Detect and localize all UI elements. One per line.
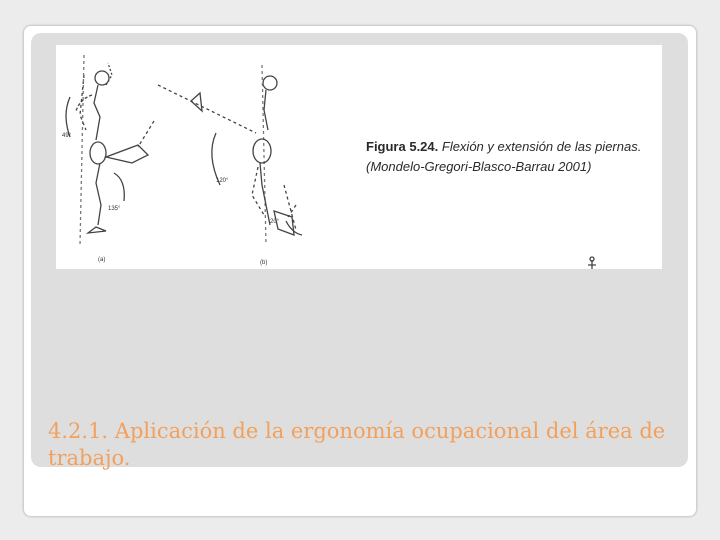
- panel-a-diagram: [66, 55, 154, 245]
- figure-caption: [366, 137, 658, 177]
- caption-text: Flexión y extensión de las piernas.: [441, 139, 642, 154]
- caption-source: (Mondelo-Gregori-Blasco-Barrau 2001): [366, 159, 592, 174]
- angle-label-b2: 20°: [270, 219, 280, 225]
- caption-label: Figura 5.24.: [366, 139, 439, 154]
- angle-label-a2: 135°: [108, 206, 121, 212]
- angle-label-b1: 120°: [216, 178, 229, 184]
- leg-flexion-figure: [56, 45, 662, 269]
- panel-a-label: (a): [98, 257, 106, 263]
- slide-title: 4.2.1. Aplicación de la ergonomía ocupacional del área de trabajo.: [48, 419, 666, 470]
- panel-b-label: (b): [260, 260, 268, 266]
- panel-b-diagram: [158, 65, 302, 245]
- angle-label-a1: 49°: [62, 133, 72, 139]
